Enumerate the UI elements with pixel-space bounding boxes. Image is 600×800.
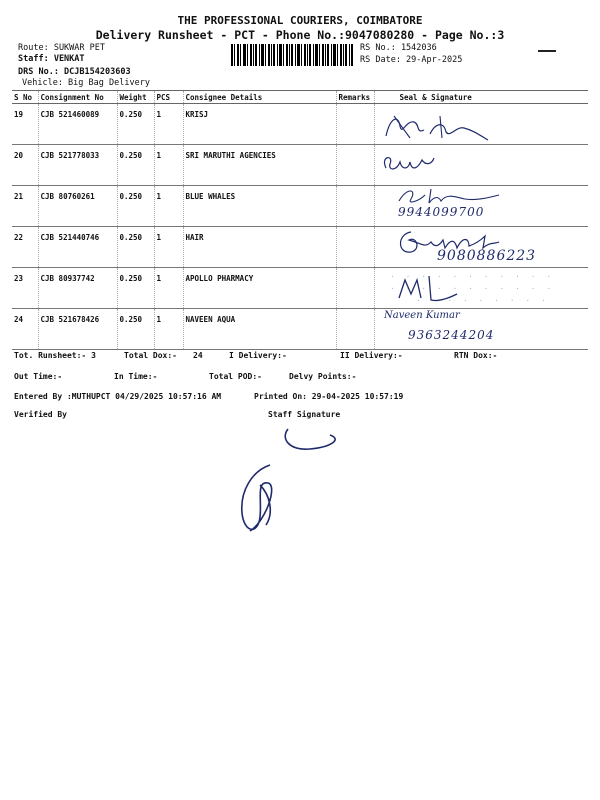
cell-sno: 24 (12, 309, 38, 350)
cell-sno: 20 (12, 145, 38, 186)
handwritten-phone-22: 9080886223 (437, 248, 537, 264)
cell-pcs: 1 (154, 186, 183, 227)
cell-pcs: 1 (154, 227, 183, 268)
cell-consignee: KRISJ (183, 104, 336, 145)
cell-pcs: 1 (154, 104, 183, 145)
col-seal-signature: Seal & Signature (374, 91, 588, 104)
cell-consignee: BLUE WHALES (183, 186, 336, 227)
vehicle-label: Vehicle: Big Bag Delivery (22, 78, 150, 88)
cell-remarks (336, 268, 374, 309)
entered-by: Entered By :MUTHUPCT 04/29/2025 10:57:16 AM (14, 392, 222, 401)
col-sno: S No (12, 91, 38, 104)
signature-row-20 (378, 150, 448, 176)
cell-weight: 0.250 (117, 268, 154, 309)
cell-consignment: CJB 80937742 (38, 268, 117, 309)
barcode (231, 44, 353, 66)
cell-consignment: CJB 80760261 (38, 186, 117, 227)
col-remarks: Remarks (336, 91, 374, 104)
cell-sno: 19 (12, 104, 38, 145)
col-consignment: Consignment No (38, 91, 117, 104)
signature-row-21 (395, 185, 505, 207)
cell-consignee: NAVEEN AQUA (183, 309, 336, 350)
handwritten-phone-21: 9944099700 (398, 205, 485, 219)
cell-sno: 22 (12, 227, 38, 268)
cell-consignee: SRI MARUTHI AGENCIES (183, 145, 336, 186)
table-row (12, 309, 588, 350)
barcode-icon (231, 44, 353, 66)
cell-consignee: APOLLO PHARMACY (183, 268, 336, 309)
rtn-dox: RTN Dox:- (454, 351, 498, 360)
route-label: Route: SUKWAR PET (18, 43, 105, 53)
delvy-points: Delvy Points:- (289, 372, 357, 381)
rs-number: RS No.: 1542036 (360, 43, 437, 53)
col-consignee: Consignee Details (183, 91, 336, 104)
staff-signature-label: Staff Signature (268, 410, 341, 419)
cell-weight: 0.250 (117, 186, 154, 227)
cell-weight: 0.250 (117, 309, 154, 350)
rs-date: RS Date: 29-Apr-2025 (360, 55, 463, 65)
in-time: In Time:- (114, 372, 158, 381)
table-row (12, 145, 588, 186)
runsheet-table (12, 90, 588, 350)
ii-delivery: II Delivery:- (340, 351, 403, 360)
runsheet-subtitle: Delivery Runsheet - PCT - Phone No.:9047080280 - Page No.:3 (95, 28, 505, 42)
drs-number: DRS No.: DCJB154203603 (18, 67, 131, 77)
table-row (12, 104, 588, 145)
cell-weight: 0.250 (117, 227, 154, 268)
cell-consignment: CJB 521778033 (38, 145, 117, 186)
table-header-row (12, 91, 588, 104)
cell-remarks (336, 104, 374, 145)
cell-consignment: CJB 521460089 (38, 104, 117, 145)
cell-remarks (336, 186, 374, 227)
col-weight: Weight (117, 91, 154, 104)
cell-remarks (336, 227, 374, 268)
total-pod: Total POD:- (209, 372, 262, 381)
pharmacy-stamp: . . . . . . . . . . . . . . . . . . . . . . . . . . . . . . . (390, 270, 555, 303)
cell-consignment: CJB 521440746 (38, 227, 117, 268)
tot-runsheet: Tot. Runsheet:- 3 (14, 351, 96, 360)
cell-pcs: 1 (154, 268, 183, 309)
margin-mark (538, 50, 556, 52)
signature-row-23 (395, 272, 465, 306)
company-title: THE PROFESSIONAL COURIERS, COIMBATORE (177, 14, 423, 27)
cell-remarks (336, 145, 374, 186)
handwritten-name-24: Naveen Kumar (384, 310, 460, 321)
out-time: Out Time:- (14, 372, 63, 381)
i-delivery: I Delivery:- (229, 351, 287, 360)
cell-consignment: CJB 521678426 (38, 309, 117, 350)
cell-pcs: 1 (154, 145, 183, 186)
cell-remarks (336, 309, 374, 350)
staff-label: Staff: VENKAT (18, 54, 85, 64)
cell-weight: 0.250 (117, 145, 154, 186)
cell-sno: 23 (12, 268, 38, 309)
handwritten-phone-24: 9363244204 (408, 328, 495, 342)
cell-weight: 0.250 (117, 104, 154, 145)
signature-row-19 (380, 108, 500, 148)
total-dox-label: Total Dox:- (124, 351, 177, 360)
cell-consignee: HAIR (183, 227, 336, 268)
verified-by: Verified By (14, 410, 67, 419)
staff-signature (230, 425, 360, 540)
col-pcs: PCS (154, 91, 183, 104)
printed-on: Printed On: 29-04-2025 10:57:19 (254, 392, 404, 401)
total-dox-value: 24 (193, 351, 203, 360)
cell-sno: 21 (12, 186, 38, 227)
cell-pcs: 1 (154, 309, 183, 350)
